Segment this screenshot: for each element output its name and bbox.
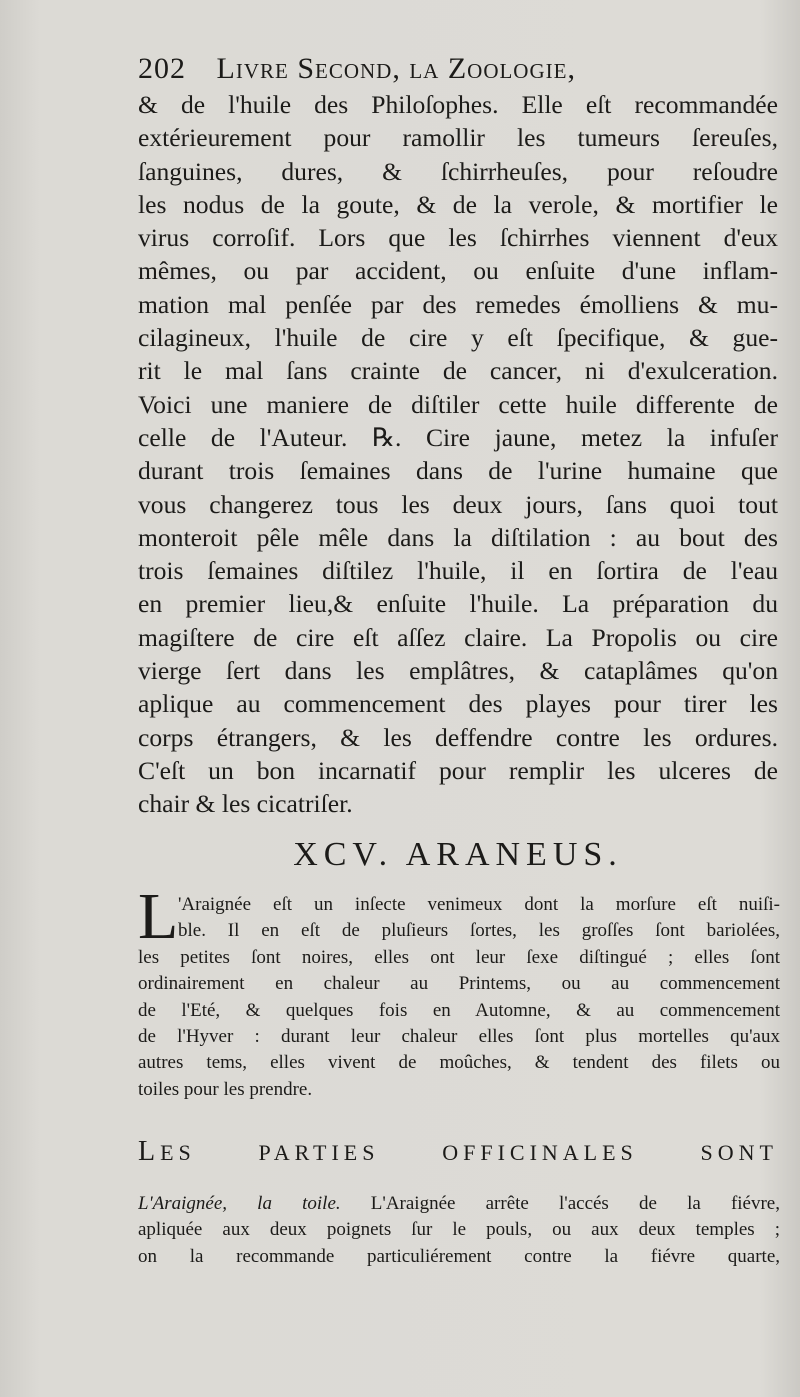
text-line: apliquée aux deux poignets ſur le pouls, ou aux deux temples ; [138, 1219, 780, 1241]
text-line: monteroit pêle mêle dans la diſtilation : au bout des [138, 522, 778, 552]
main-text-block [138, 88, 778, 821]
officinal-paragraph [138, 1191, 780, 1270]
text-line: autres tems, elles vivent de moûches, & tendent des filets ou [138, 1052, 780, 1074]
text-line: virus corroſif. Lors que les ſchirrhes viennent d'eux [138, 223, 778, 253]
subhead-rest: ES PARTIES OFFICINALES SONT [160, 1140, 778, 1165]
text-line: ſanguines, dures, & ſchirrheuſes, pour reſoudre [138, 156, 778, 186]
text-line: rit le mal ſans crainte de cancer, ni d'exulceration. [138, 356, 778, 386]
text-line-rest: L'Araignée arrête l'accés de la fiévre, [370, 1193, 780, 1214]
running-header [138, 52, 778, 86]
text-line: C'eſt un bon incarnatif pour remplir les ulceres de [138, 755, 778, 785]
page-number: 202 [138, 52, 186, 85]
text-line: chair & les cicatriſer. [138, 789, 353, 819]
text-line [138, 1191, 780, 1217]
text-line: les petites ſont noires, elles ont leur ſexe diſtingué ; elles ſont [138, 946, 780, 968]
italic-lead: L'Araignée, la toile. [138, 1193, 341, 1214]
text-line: vierge ſert dans les emplâtres, & cataplâmes qu'on [138, 656, 778, 686]
section-title: XCV. ARANEUS. [293, 836, 623, 873]
text-line: ble. Il en eſt de pluſieurs ſortes, les groſſes ſont bariolées, [178, 920, 780, 942]
text-line: de l'Eté, & quelques fois en Automne, & au commencement [138, 999, 780, 1021]
text-line: corps étrangers, & les deffendre contre les ordures. [138, 722, 778, 752]
text-line: vous changerez tous les deux jours, ſans quoi tout [138, 489, 778, 519]
text-line: on la recommande particuliérement contre la fiévre quarte, [138, 1245, 780, 1267]
text-line: aplique au commencement des playes pour tirer les [138, 689, 778, 719]
text-line: ordinairement en chaleur au Printems, ou au commencement [138, 973, 780, 995]
subhead-initial: L [138, 1136, 161, 1167]
text-line: trois ſemaines diſtilez l'huile, il en ſortira de l'eau [138, 556, 778, 586]
text-line: les nodus de la goute, & de la verole, & mortifier le [138, 189, 778, 219]
text-line: de l'Hyver : durant leur chaleur elles ſont plus mortelles qu'aux [138, 1025, 780, 1047]
text-line: mêmes, ou par accident, ou enſuite d'une inflam- [138, 256, 778, 286]
text-line: Voici une maniere de diſtiler cette huile differente de [138, 389, 778, 419]
text-line: cilagineux, l'huile de cire y eſt ſpecifique, & gue- [138, 323, 778, 353]
text-line: magiſtere de cire eſt aſſez claire. La Propolis ou cire [138, 622, 778, 652]
text-line: & de l'huile des Philoſophes. Elle eſt recommandée [138, 90, 778, 119]
text-line: toiles pour les prendre. [138, 1078, 313, 1100]
araneus-paragraph [138, 892, 780, 1103]
subsection-heading [138, 1136, 778, 1168]
text-line: extérieurement pour ramollir les tumeurs ſereuſes, [138, 123, 778, 153]
text-line: en premier lieu,& enſuite l'huile. La préparation du [138, 589, 778, 619]
text-line: mation mal penſée par des remedes émolliens & mu- [138, 289, 778, 319]
text-line: 'Araignée eſt un inſecte venimeux dont la morſure eſt nuiſi- [178, 894, 780, 915]
text-line: durant trois ſemaines dans de l'urine humaine que [138, 456, 778, 486]
text-line: celle de l'Auteur. ℞. Cire jaune, metez la infuſer [138, 422, 778, 452]
drop-cap: L [138, 880, 179, 953]
running-title: Livre Second, la Zoologie, [216, 52, 576, 85]
